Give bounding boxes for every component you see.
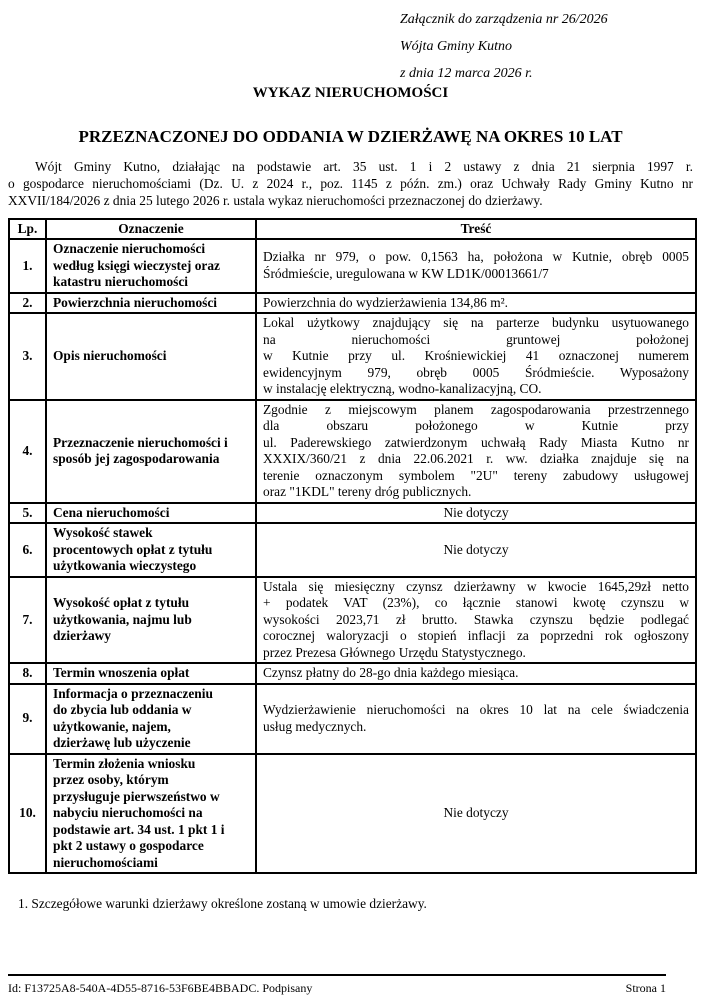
text-line: według księgi wieczystej oraz xyxy=(53,257,220,273)
row-content-cell xyxy=(256,293,696,314)
text-line: wysokości 2023,71 zł brutto. Stawka czynszu będzie podlegać xyxy=(263,611,689,627)
text-line: Termin wnoszenia opłat xyxy=(53,665,190,680)
row-number-cell: 8. xyxy=(9,663,46,684)
table-row xyxy=(9,239,696,293)
text-line: XXVII/184/2026 z dnia 25 lutego 2026 r. ustala wykaz nieruchomości przeznaczonej do dzierżawy. xyxy=(8,193,543,208)
attachment-line: Wójta Gminy Kutno xyxy=(400,39,512,54)
table-row xyxy=(9,293,696,314)
footer-document-id: Id: F13725A8-540A-4D55-8716-53F6BE4BBADC. Podpisany xyxy=(8,981,313,995)
attachment-line: z dnia 12 marca 2026 r. xyxy=(400,66,533,81)
table-row xyxy=(9,577,696,664)
text-line: Przeznaczenie nieruchomości i xyxy=(53,434,228,450)
page-footer xyxy=(8,981,666,996)
text-line: użytkowanie, najem, xyxy=(53,718,171,734)
row-label-cell xyxy=(46,503,256,524)
footer-page-number: Strona 1 xyxy=(625,981,666,995)
text-line: użytkowania wieczystego xyxy=(53,558,197,573)
text-line: sposób jej zagospodarowania xyxy=(53,451,220,466)
text-line: nabyciu nieruchomości na xyxy=(53,805,203,820)
text-line: terenie oznaczonym symbolem "2U" tereny zabudowy usługowej xyxy=(263,467,689,483)
row-content-cell xyxy=(256,684,696,754)
table-row xyxy=(9,754,696,874)
text-line: XXXIX/360/21 z dnia 22.06.2021 r. ww. działka znajduje się na xyxy=(263,451,689,466)
text-line: corocznej waloryzacji o stopień inflacji za poprzedni rok ogłoszony xyxy=(263,628,689,643)
text-line: Nie dotyczy xyxy=(443,504,509,520)
text-line: Działka nr 979, o pow. 0,1563 ha, położona w Kutnie, obręb 0005 xyxy=(263,249,689,265)
row-content-cell xyxy=(256,754,696,874)
text-line: Powierzchnia nieruchomości xyxy=(53,294,218,310)
page-title: WYKAZ NIERUCHOMOŚCI xyxy=(252,85,449,101)
text-line: procentowych opłat z tytułu xyxy=(53,541,213,557)
footnote: 1. Szczegółowe warunki dzierżawy określone zostaną w umowie dzierżawy. xyxy=(18,896,427,911)
text-line: użytkowania, najmu lub xyxy=(53,611,192,627)
page-subtitle: PRZEZNACZONEJ DO ODDANIA W DZIERŻAWĘ NA OKRES 10 LAT xyxy=(78,127,623,146)
text-line: przez osoby, którym xyxy=(53,772,169,787)
row-label-cell xyxy=(46,754,256,874)
row-label-cell xyxy=(46,663,256,684)
row-content-cell xyxy=(256,577,696,664)
row-label-cell xyxy=(46,684,256,754)
text-line: Opis nieruchomości xyxy=(53,348,167,363)
row-number-cell: 7. xyxy=(9,577,46,664)
text-line: dzierżawę lub użyczenie xyxy=(53,735,191,750)
text-line: dla obszaru położonego w Kutnie przy xyxy=(263,418,689,433)
table-row xyxy=(9,503,696,524)
table-header-row xyxy=(9,219,696,239)
text-line: Informacja o przeznaczeniu xyxy=(53,685,213,701)
text-line: Ustala się miesięczny czynsz dzierżawny w kwocie 1645,29zł netto xyxy=(263,578,689,594)
text-line: pkt 2 ustawy o gospodarce xyxy=(53,838,204,853)
text-line: Cena nieruchomości xyxy=(53,504,170,520)
row-number-cell: 9. xyxy=(9,684,46,754)
row-label-cell xyxy=(46,293,256,314)
text-line: nieruchomościami xyxy=(53,854,158,870)
text-line: Lokal użytkowy znajdujący się na parterze budynku usytuowanego xyxy=(263,315,689,330)
text-line: ul. Paderewskiego zatwierdzonym uchwałą Rady Miasta Kutno nr xyxy=(263,434,689,450)
table-row xyxy=(9,313,696,400)
text-line: w instalację elektryczną, wodno-kanalizacyjną, CO. xyxy=(263,381,542,396)
table-row xyxy=(9,663,696,684)
table-row xyxy=(9,523,696,577)
attachment-line: Załącznik do zarządzenia nr 26/2026 xyxy=(400,12,608,27)
row-content-cell xyxy=(256,663,696,684)
text-line: Czynsz płatny do 28-go dnia każdego miesiąca. xyxy=(263,665,519,680)
text-line: Termin złożenia wniosku xyxy=(53,755,196,771)
attachment-block xyxy=(400,6,608,87)
row-number-cell: 6. xyxy=(9,523,46,577)
row-number-cell: 2. xyxy=(9,293,46,314)
table-row xyxy=(9,684,696,754)
row-number-cell: 10. xyxy=(9,754,46,874)
table-header-oznaczenie: Oznaczenie xyxy=(46,219,256,239)
text-line: Zgodnie z miejscowym planem zagospodarowania przestrzennego xyxy=(263,401,689,417)
text-line: ewidencyjnym 979, obręb 0005 Śródmieście. Wyposażony xyxy=(263,364,689,380)
text-line: + podatek VAT (23%), co łącznie stanowi kwotę czynszu w xyxy=(263,595,689,610)
row-content-cell xyxy=(256,400,696,503)
footer-divider xyxy=(8,974,666,976)
row-content-cell xyxy=(256,313,696,400)
row-number-cell: 4. xyxy=(9,400,46,503)
text-line: o gospodarce nieruchomościami (Dz. U. z 2024 r., poz. 1145 z późn. zm.) oraz Uchwały Rady Gminy Kutno nr xyxy=(8,176,693,191)
table-row xyxy=(9,400,696,503)
row-content-cell xyxy=(256,503,696,524)
table-header-tresc: Treść xyxy=(256,219,696,239)
table-header-lp: Lp. xyxy=(9,219,46,239)
text-line: Nie dotyczy xyxy=(443,805,509,820)
text-line: do zbycia lub oddania w xyxy=(53,702,192,717)
text-line: w Kutnie przy ul. Krośniewickiej 41 oznaczonej numerem xyxy=(263,348,689,363)
row-label-cell xyxy=(46,523,256,577)
row-content-cell xyxy=(256,523,696,577)
text-line: podstawie art. 34 ust. 1 pkt 1 i xyxy=(53,821,225,837)
row-content-cell xyxy=(256,239,696,293)
row-number-cell: 1. xyxy=(9,239,46,293)
row-label-cell xyxy=(46,313,256,400)
text-line: Wójt Gminy Kutno, działając na podstawie art. 35 ust. 1 i 2 ustawy z dnia 21 sierpnia 1997 r. xyxy=(35,159,693,174)
text-line: Nie dotyczy xyxy=(443,541,509,557)
table-body xyxy=(9,239,696,873)
properties-table xyxy=(8,218,697,874)
intro-paragraph xyxy=(8,158,693,209)
row-number-cell: 5. xyxy=(9,503,46,524)
text-line: Wydzierżawienie nieruchomości na okres 10 lat na cele świadczenia xyxy=(263,702,689,717)
text-line: dzierżawy xyxy=(53,628,112,643)
row-number-cell: 3. xyxy=(9,313,46,400)
text-line: na nieruchomości gruntowej położonej xyxy=(263,331,689,347)
row-label-cell xyxy=(46,577,256,664)
text-line: katastru nieruchomości xyxy=(53,274,189,289)
text-line: oraz "1KDL" tereny dróg publicznych. xyxy=(263,484,472,499)
row-label-cell xyxy=(46,239,256,293)
text-line: przez Prezesa Głównego Urzędu Statystycznego. xyxy=(263,644,526,660)
text-line: Śródmieście, uregulowana w KW LD1K/00013661/7 xyxy=(263,265,549,281)
text-line: usług medycznych. xyxy=(263,718,367,734)
text-line: Wysokość opłat z tytułu xyxy=(53,595,190,610)
row-label-cell xyxy=(46,400,256,503)
text-line: Powierzchnia do wydzierżawienia 134,86 m². xyxy=(263,294,508,310)
text-line: Wysokość stawek xyxy=(53,525,153,540)
text-line: przysługuje pierwszeństwo w xyxy=(53,788,220,804)
text-line: Oznaczenie nieruchomości xyxy=(53,241,206,256)
